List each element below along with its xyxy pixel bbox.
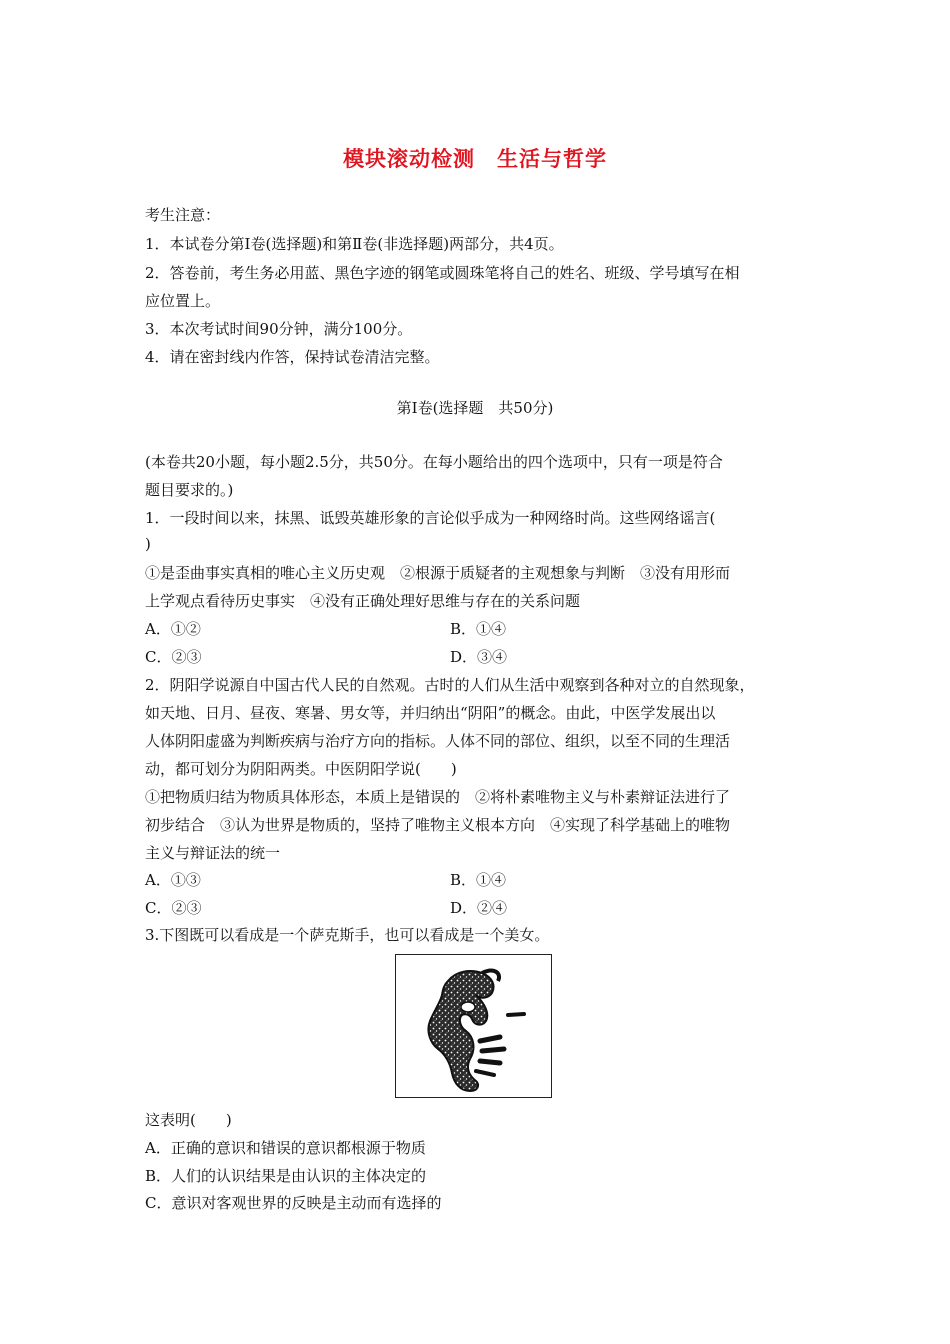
q2-option-d: D．②④ — [450, 899, 508, 917]
q3-option-c: C．意识对客观世界的反映是主动而有选择的 — [145, 1194, 442, 1212]
q1-option-b: B．①④ — [450, 620, 507, 638]
page-title: 模块滚动检测 生活与哲学 — [343, 147, 607, 171]
notice-item: 3．本次考试时间90分钟，满分100分。 — [145, 320, 413, 338]
q2-stem: 如天地、日月、昼夜、寒暑、男女等，并归纳出“阴阳”的概念。由此，中医学发展出以 — [145, 704, 716, 722]
q1-stem: ) — [145, 535, 151, 553]
q2-statements: ①把物质归结为物质具体形态，本质上是错误的 ②将朴素唯物主义与朴素辩证法进行了 — [145, 788, 731, 806]
notice-item: 1．本试卷分第Ⅰ卷(选择题)和第Ⅱ卷(非选择题)两部分，共4页。 — [145, 235, 564, 253]
q2-statements: 初步结合 ③认为世界是物质的，坚持了唯物主义根本方向 ④实现了科学基础上的唯物 — [145, 816, 731, 834]
q1-statements: 上学观点看待历史事实 ④没有正确处理好思维与存在的关系问题 — [145, 592, 581, 610]
q3-option-b: B．人们的认识结果是由认识的主体决定的 — [145, 1167, 427, 1185]
q3-followup: 这表明( ) — [145, 1111, 232, 1129]
q2-option-c: C．②③ — [145, 899, 202, 917]
section-instructions: (本卷共20小题，每小题2.5分，共50分。在每小题给出的四个选项中，只有一项是符合 — [145, 453, 723, 471]
q1-option-d: D．③④ — [450, 648, 508, 666]
q2-option-b: B．①④ — [450, 871, 507, 889]
q2-statements: 主义与辩证法的统一 — [145, 844, 281, 862]
q3-stem: 3.下图既可以看成是一个萨克斯手，也可以看成是一个美女。 — [145, 926, 550, 944]
notice-item: 4．请在密封线内作答，保持试卷清洁完整。 — [145, 348, 440, 366]
notice-item: 应位置上。 — [145, 292, 221, 310]
q1-option-a: A．①② — [145, 620, 201, 638]
q2-option-a: A．①③ — [145, 871, 201, 889]
notice-item: 2．答卷前，考生务必用蓝、黑色字迹的钢笔或圆珠笔将自己的姓名、班级、学号填写在相 — [145, 264, 740, 282]
q2-stem: 动，都可划分为阴阳两类。中医阴阳学说( ) — [145, 760, 457, 778]
q1-statements: ①是歪曲事实真相的唯心主义历史观 ②根源于质疑者的主观想象与判断 ③没有用形而 — [145, 564, 731, 582]
saxophone-woman-illusion-image — [395, 954, 552, 1098]
section-heading: 第Ⅰ卷(选择题 共50分) — [396, 399, 554, 417]
q2-stem: 人体阴阳虚盛为判断疾病与治疗方向的指标。人体不同的部位、组织，以至不同的生理活 — [145, 732, 731, 750]
q3-option-a: A．正确的意识和错误的意识都根源于物质 — [145, 1139, 426, 1157]
illusion-drawing — [396, 955, 551, 1097]
q1-option-c: C．②③ — [145, 648, 202, 666]
q2-stem: 2．阴阳学说源自中国古代人民的自然观。古时的人们从生活中观察到各种对立的自然现象， — [145, 676, 755, 694]
q1-stem: 1．一段时间以来，抹黑、诋毁英雄形象的言论似乎成为一种网络时尚。这些网络谣言( — [145, 509, 716, 527]
section-instructions: 题目要求的。) — [145, 481, 234, 499]
notice-heading: 考生注意： — [145, 206, 221, 224]
